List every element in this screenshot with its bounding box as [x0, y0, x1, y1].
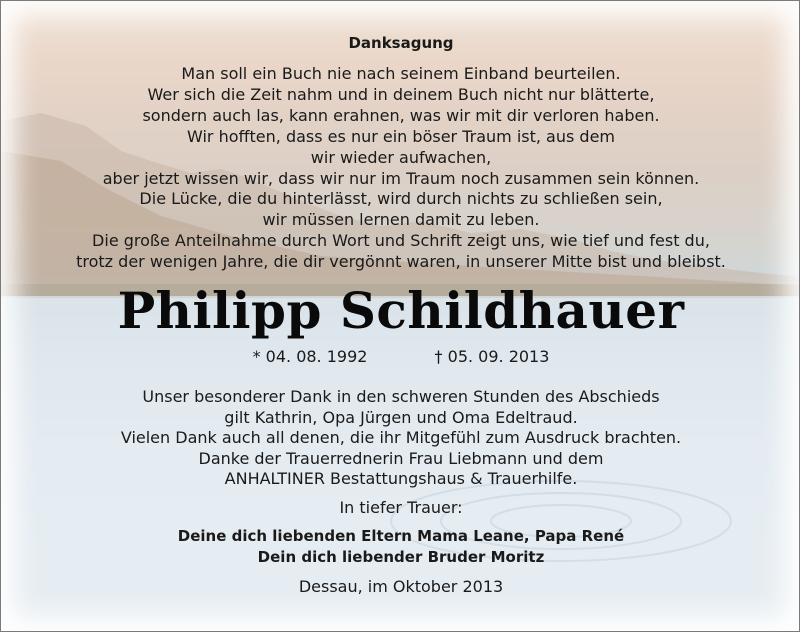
- poem: [1, 64, 800, 273]
- mourning-line: In tiefer Trauer:: [339, 498, 463, 517]
- thanks-text: [1, 387, 800, 490]
- poem-line: trotz der wenigen Jahre, die dir vergönnt waren, in unserer Mitte bist und bleibst.: [76, 252, 726, 272]
- poem-line: Die große Anteilnahme durch Wort und Schrift zeigt uns, wie tief und fest du,: [92, 231, 710, 251]
- family-line: Dein dich liebender Bruder Moritz: [257, 548, 545, 566]
- heading: Danksagung: [348, 34, 454, 52]
- thanks-line: Danke der Trauerrednerin Frau Liebmann und dem: [198, 448, 604, 468]
- thanks-line: Vielen Dank auch all denen, die ihr Mitgefühl zum Ausdruck brachten.: [120, 428, 682, 448]
- family-line: Deine dich liebenden Eltern Mama Leane, Papa René: [177, 527, 625, 545]
- thanks-line: Unser besonderer Dank in den schweren Stunden des Abschieds: [142, 387, 660, 406]
- poem-line: wir wieder aufwachen,: [310, 147, 492, 167]
- death-date: † 05. 09. 2013: [434, 347, 550, 366]
- life-dates: [1, 347, 800, 367]
- poem-line: wir müssen lernen damit zu leben.: [262, 210, 540, 230]
- poem-line: aber jetzt wissen wir, dass wir nur im Traum noch zusammen sein können.: [102, 168, 700, 188]
- birth-date: * 04. 08. 1992: [252, 347, 368, 366]
- poem-line: Man soll ein Buch nie nach seinem Einband beurteilen.: [181, 64, 621, 83]
- poem-line: Wir hofften, dass es nur ein böser Traum ist, aus dem: [187, 126, 615, 146]
- poem-line: sondern auch las, kann erahnen, was wir mit dir verloren haben.: [142, 105, 660, 125]
- family-signature: [1, 526, 800, 568]
- poem-line: Die Lücke, die du hinterlässt, wird durch nichts zu schließen sein,: [139, 189, 663, 209]
- thanks-line: ANHALTINER Bestattungshaus & Trauerhilfe.: [224, 469, 578, 489]
- thanks-line: gilt Kathrin, Opa Jürgen und Oma Edeltraud.: [224, 407, 578, 427]
- poem-line: Wer sich die Zeit nahm und in deinem Buch nicht nur blätterte,: [147, 84, 655, 104]
- place-date: Dessau, im Oktober 2013: [298, 577, 504, 596]
- deceased-name: Philipp Schildhauer: [117, 281, 685, 340]
